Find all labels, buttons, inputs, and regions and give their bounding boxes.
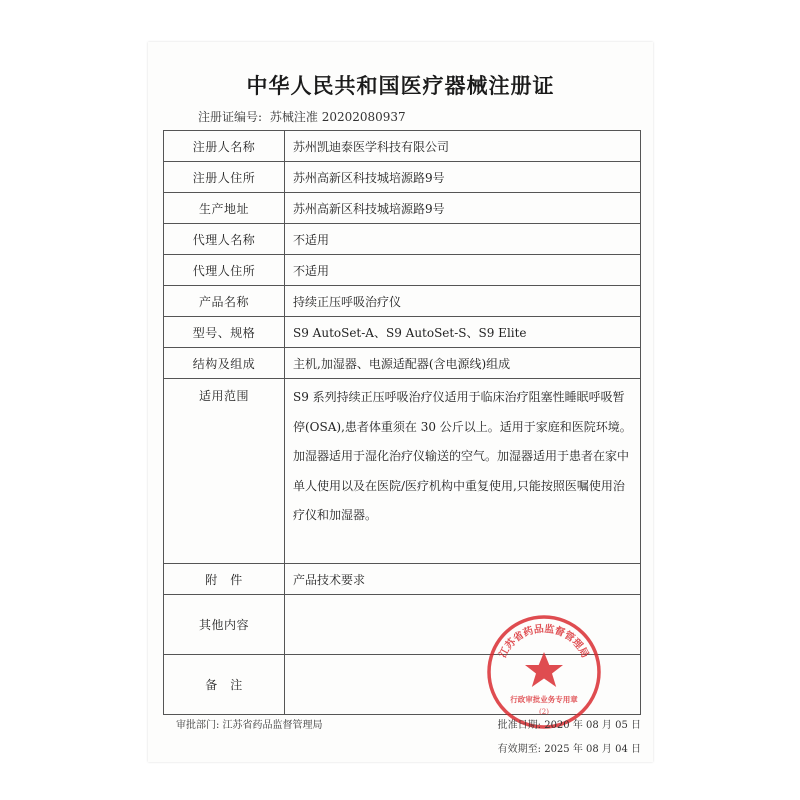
row-value-production-address: 苏州高新区科技城培源路9号 (285, 193, 641, 224)
row-label-registrant-name: 注册人名称 (164, 131, 285, 162)
approval-date: 批准日期: 2020 年 08 月 05 日 (497, 720, 641, 731)
seal-top-text: 江苏省药品监督管理局 (497, 623, 591, 660)
approval-department: 审批部门: 江苏省药品监督管理局 (176, 720, 323, 731)
seal-star-icon (525, 652, 563, 687)
row-label-scope: 适用范围 (164, 379, 285, 564)
certificate-title: 中华人民共和国医疗器械注册证 (246, 73, 555, 98)
table-row (164, 255, 641, 286)
row-label-remarks: 备 注 (164, 655, 285, 715)
row-value-model-spec: S9 AutoSet-A、S9 AutoSet-S、S9 Elite (285, 317, 641, 348)
table-row (164, 348, 641, 379)
table-row (164, 379, 641, 564)
row-label-model-spec: 型号、规格 (164, 317, 285, 348)
official-seal (484, 612, 604, 732)
row-label-production-address: 生产地址 (164, 193, 285, 224)
table-row (164, 193, 641, 224)
registration-number-line (198, 108, 410, 125)
row-label-structure: 结构及组成 (164, 348, 285, 379)
registration-number-label: 注册证编号: (198, 110, 263, 124)
seal-bottom-text: 行政审批业务专用章 (510, 695, 578, 704)
row-label-registrant-address: 注册人住所 (164, 162, 285, 193)
registration-number-value: 苏械注准 20202080937 (269, 110, 406, 124)
row-value-structure: 主机,加湿器、电源适配器(含电源线)组成 (285, 348, 641, 379)
row-value-registrant-address: 苏州高新区科技城培源路9号 (285, 162, 641, 193)
row-value-scope: S9 系列持续正压呼吸治疗仪适用于临床治疗阻塞性睡眠呼吸暂停(OSA),患者体重须在 30 公斤以上。适用于家庭和医院环境。加湿器适用于湿化治疗仪输送的空气。加湿器适用于患者在家中单人使用以及在医院/医疗机构中重复使用,只能按照医嘱使用治疗仪和加湿器。 (285, 379, 641, 564)
row-label-product-name: 产品名称 (164, 286, 285, 317)
seal-number: (2) (539, 708, 549, 716)
table-row (164, 286, 641, 317)
table-row (164, 564, 641, 595)
row-label-agent-address: 代理人住所 (164, 255, 285, 286)
row-label-attachments: 附 件 (164, 564, 285, 595)
valid-until-date: 有效期至: 2025 年 08 月 04 日 (497, 744, 641, 755)
table-row (164, 131, 641, 162)
row-value-agent-address: 不适用 (285, 255, 641, 286)
row-value-agent-name: 不适用 (285, 224, 641, 255)
table-row (164, 162, 641, 193)
row-label-other: 其他内容 (164, 595, 285, 655)
row-value-registrant-name: 苏州凯迪泰医学科技有限公司 (285, 131, 641, 162)
certificate-page (148, 42, 653, 762)
row-value-product-name: 持续正压呼吸治疗仪 (285, 286, 641, 317)
row-label-agent-name: 代理人名称 (164, 224, 285, 255)
table-row (164, 224, 641, 255)
row-value-attachments: 产品技术要求 (285, 564, 641, 595)
table-row (164, 317, 641, 348)
